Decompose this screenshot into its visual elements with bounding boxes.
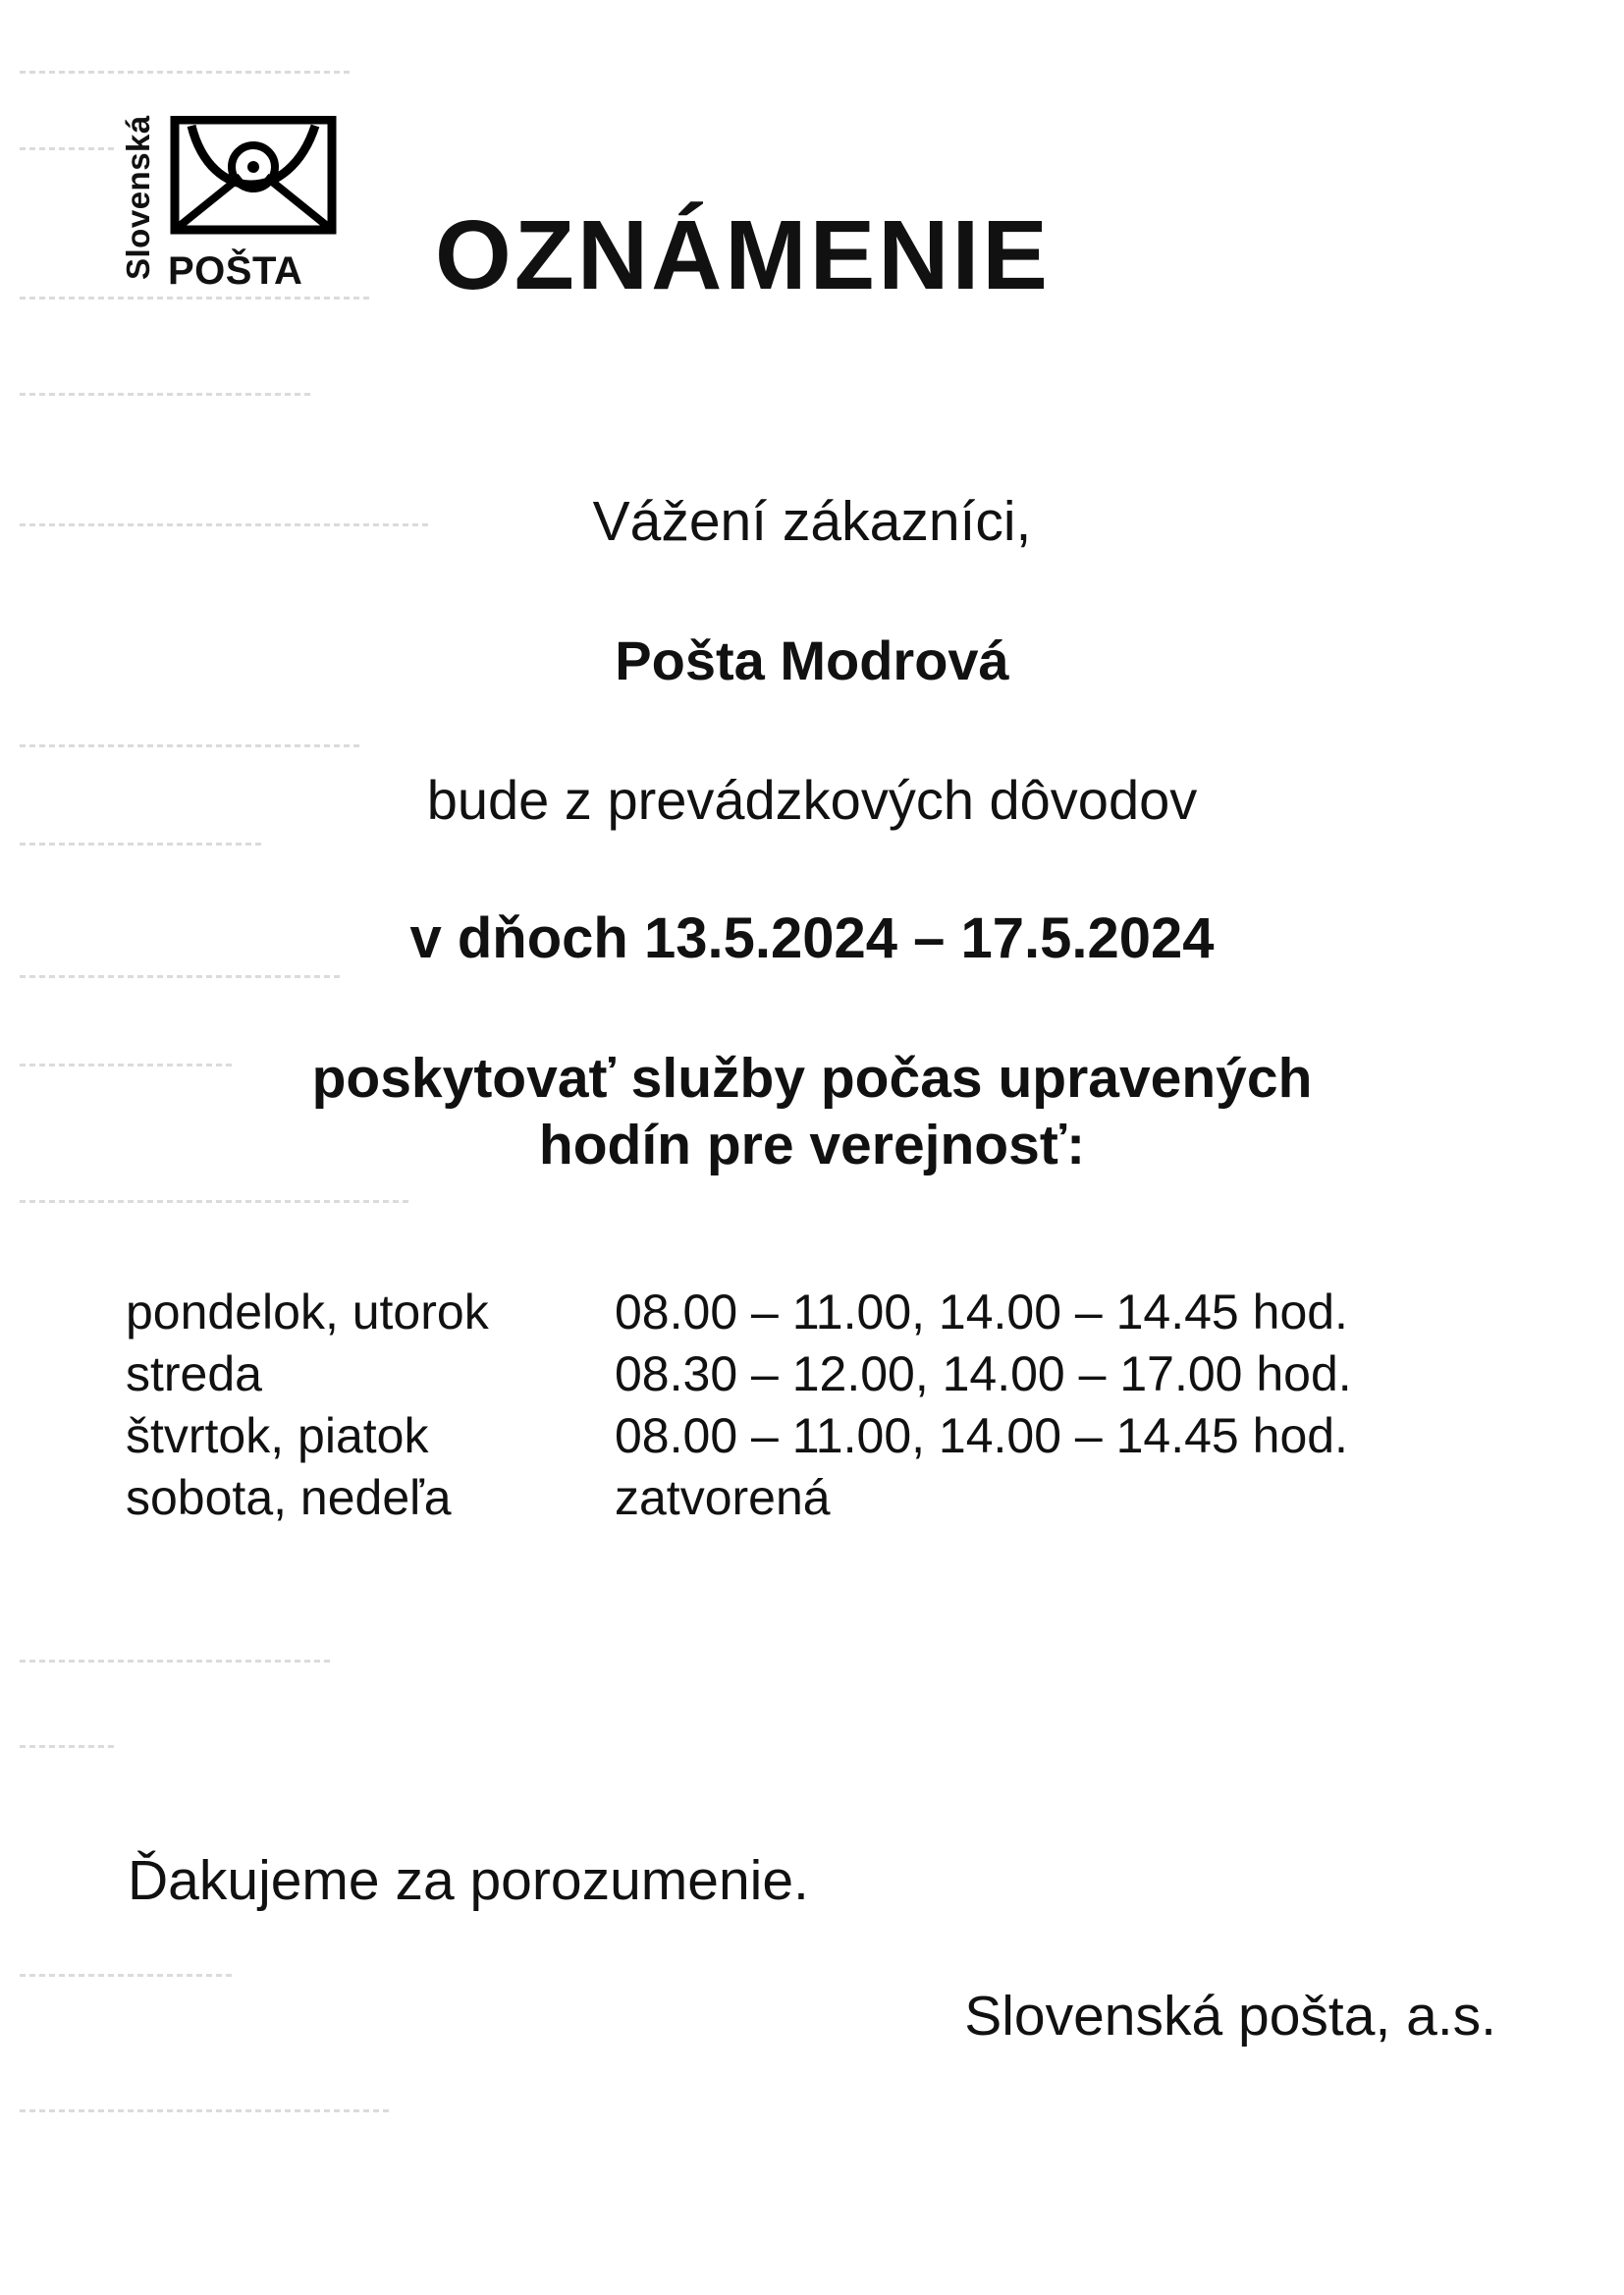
notice-title: OZNÁMENIE [435, 200, 1051, 310]
scan-noise [20, 1660, 334, 1663]
logo-vertical-text: Slovenská [120, 115, 156, 280]
hours-days: streda [126, 1346, 262, 1401]
scan-noise [20, 744, 363, 747]
scan-noise [20, 147, 118, 150]
hours-days: sobota, nedeľa [126, 1470, 452, 1525]
scan-noise [20, 843, 265, 846]
scan-noise [20, 2109, 393, 2112]
scan-noise [20, 975, 344, 978]
hours-time: 08.00 – 11.00, 14.00 – 14.45 hod. [615, 1284, 1348, 1339]
hours-time: 08.00 – 11.00, 14.00 – 14.45 hod. [615, 1408, 1348, 1463]
date-range: v dňoch 13.5.2024 – 17.5.2024 [409, 906, 1215, 970]
logo-brand-text: POŠTA [168, 249, 303, 293]
scan-noise [20, 1974, 236, 1977]
hours-time: 08.30 – 12.00, 14.00 – 17.00 hod. [615, 1346, 1352, 1401]
services-text [0, 1045, 1624, 1178]
greeting: Vážení zákazníci, [592, 490, 1032, 553]
scan-noise [20, 71, 353, 74]
scan-noise [20, 1745, 118, 1748]
scan-noise [20, 393, 314, 396]
thanks-text: Ďakujeme za porozumenie. [128, 1849, 809, 1912]
reason-text: bude z prevádzkových dôvodov [426, 769, 1198, 831]
scan-noise [20, 1200, 412, 1203]
hours-time: zatvorená [615, 1470, 831, 1525]
hours-days: štvrtok, piatok [126, 1408, 429, 1463]
services-line-2: hodín pre verejnosť: [538, 1114, 1086, 1176]
signature: Slovenská pošta, a.s. [964, 1985, 1496, 2048]
services-line-1: poskytovať služby počas upravených [311, 1047, 1313, 1110]
hours-days: pondelok, utorok [126, 1284, 489, 1339]
office-name: Pošta Modrová [615, 629, 1009, 691]
